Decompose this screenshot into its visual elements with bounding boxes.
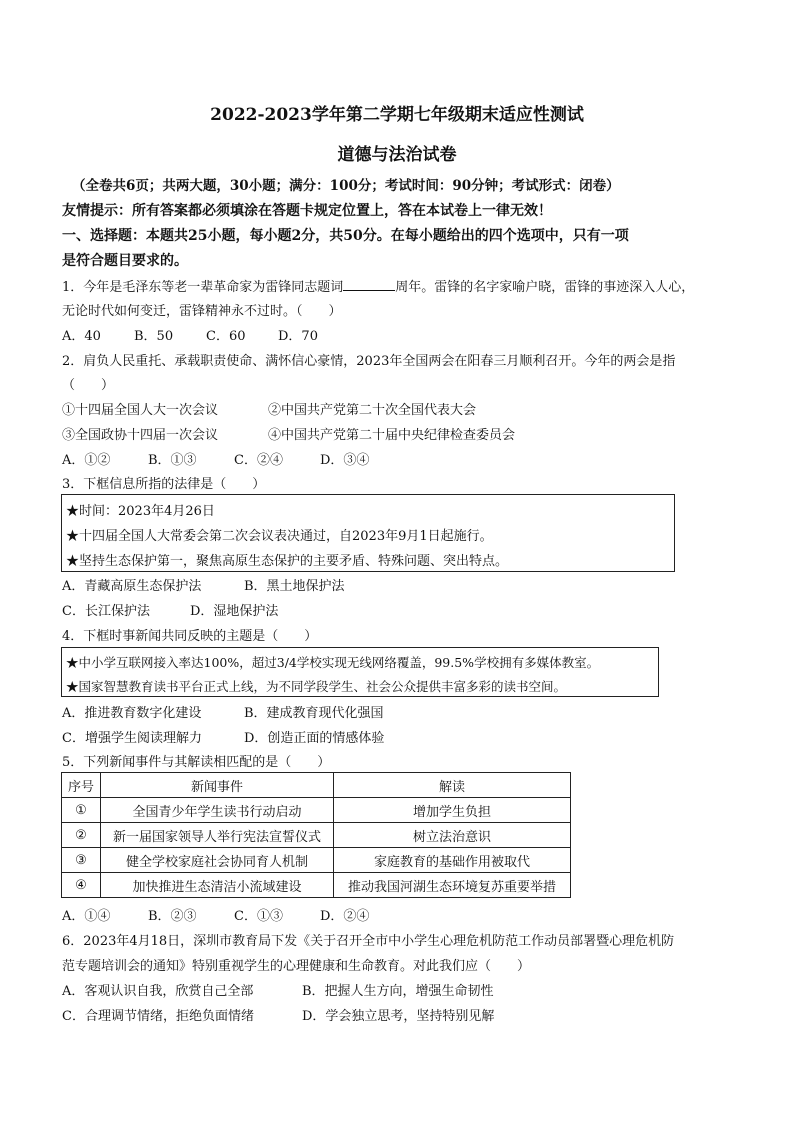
option-c: C．60	[206, 329, 246, 344]
item-1: ①十四届全国人大一次会议	[62, 403, 219, 418]
question-6-stem-line2: 范专题培训会的通知》特别重视学生的心理健康和生命教育。对此我们应（ ）	[62, 959, 531, 974]
cell-event: 全国青少年学生读书行动启动	[101, 798, 334, 823]
option-c: C．长江保护法	[62, 604, 150, 619]
table-header-row	[62, 773, 571, 798]
table-row	[62, 873, 571, 898]
exam-notice: 友情提示：所有答案都必须填涂在答题卡规定位置上，答在本试卷上一律无效！	[62, 203, 552, 219]
question-1-stem-line2: 无论时代如何变迁，雷锋精神永不过时。（ ）	[62, 304, 342, 319]
question-3-options-row2	[62, 600, 278, 619]
header-event: 新闻事件	[101, 773, 334, 798]
cell-event: 健全学校家庭社会协同育人机制	[101, 848, 334, 873]
section-heading-line2: 是符合题目要求的。	[62, 253, 188, 269]
question-1-options	[62, 325, 318, 344]
cell-interpretation: 增加学生负担	[334, 798, 571, 823]
option-b: B．把握人生方向，增强生命韧性	[302, 984, 494, 999]
exam-title: 2022-2023学年第二学期七年级期末适应性测试	[210, 105, 584, 125]
option-d: D．创造正面的情感体验	[244, 731, 385, 746]
box-line-2: ★国家智慧教育读书平台正式上线，为不同学段学生、社会公众提供丰富多彩的读书空间。	[66, 679, 567, 694]
item-4: ④中国共产党第二十届中央纪律检查委员会	[268, 428, 516, 443]
cell-index: ④	[62, 873, 101, 898]
box-line-2: ★十四届全国人大常委会第二次会议表决通过，自2023年9月1日起施行。	[66, 529, 493, 544]
cell-index: ②	[62, 823, 101, 848]
option-d: D．③④	[320, 453, 370, 468]
cell-interpretation: 推动我国河湖生态环境复苏重要举措	[334, 873, 571, 898]
question-5-options	[62, 905, 369, 924]
option-b: B．①③	[148, 453, 197, 468]
question-2-items-row2	[62, 424, 515, 443]
exam-subject: 道德与法治试卷	[337, 145, 457, 165]
cell-interpretation: 树立法治意识	[334, 823, 571, 848]
option-b: B．黑土地保护法	[244, 579, 345, 594]
question-1-stem-b: 周年。雷锋的名字家喻户晓，雷锋的事迹深入人心，	[395, 280, 695, 295]
question-4-options-row2	[62, 727, 384, 746]
question-3-stem: 3．下框信息所指的法律是（ ）	[62, 477, 266, 492]
question-4-stem: 4．下框时事新闻共同反映的主题是（ ）	[62, 629, 318, 644]
option-c: C．合理调节情绪，拒绝负面情绪	[62, 1009, 254, 1024]
item-3: ③全国政协十四届一次会议	[62, 428, 219, 443]
question-6-options-row1	[62, 980, 494, 999]
option-b: B．②③	[148, 909, 197, 924]
question-2-items-row1	[62, 399, 476, 418]
table-row	[62, 823, 571, 848]
section-heading-line1: 一、选择题：本题共25小题，每小题2分，共50分。在每小题给出的四个选项中，只有一项	[62, 228, 629, 244]
question-1-stem-a: 1．今年是毛泽东等老一辈革命家为雷锋同志题词	[62, 280, 344, 295]
option-d: D．湿地保护法	[190, 604, 279, 619]
option-a: A．①②	[62, 453, 111, 468]
cell-event: 加快推进生态清洁小流域建设	[101, 873, 334, 898]
answer-blank	[343, 278, 395, 291]
option-d: D．②④	[320, 909, 370, 924]
question-6-stem: 6．2023年4月18日，深圳市教育局下发《关于召开全市中小学生心理危机防范工作动员部署暨心理危机防	[62, 934, 675, 949]
question-6-options-row2	[62, 1005, 494, 1024]
table-row	[62, 848, 571, 873]
option-a: A．客观认识自我，欣赏自己全部	[62, 984, 254, 999]
cell-event: 新一届国家领导人举行宪法宣誓仪式	[101, 823, 334, 848]
option-a: A．青藏高原生态保护法	[62, 579, 202, 594]
option-d: D．学会独立思考，坚持特别见解	[302, 1009, 495, 1024]
option-b: B．建成教育现代化强国	[244, 706, 384, 721]
cell-interpretation: 家庭教育的基础作用被取代	[334, 848, 571, 873]
question-4-news-box	[61, 647, 659, 697]
box-line-1: ★中小学互联网接入率达100%，超过3/4学校实现无线网络覆盖，99.5%学校拥有多媒体教室。	[66, 655, 600, 670]
question-2-stem-line2: （ ）	[62, 378, 115, 393]
option-a: A．①④	[62, 909, 111, 924]
question-5-stem: 5．下列新闻事件与其解读相匹配的是（ ）	[62, 755, 331, 770]
option-c: C．增强学生阅读理解力	[62, 731, 202, 746]
option-c: C．①③	[234, 909, 283, 924]
table-row	[62, 798, 571, 823]
exam-info: （全卷共6页；共两大题，30小题；满分：100分；考试时间：90分钟；考试形式：闭卷）	[72, 178, 620, 194]
cell-index: ③	[62, 848, 101, 873]
question-4-options-row1	[62, 702, 384, 721]
question-3-info-box	[61, 494, 675, 572]
question-5-table	[61, 772, 571, 898]
question-2-stem: 2．肩负人民重托、承载职责使命、满怀信心豪情，2023年全国两会在阳春三月顺利召开。今年的两会是指	[62, 354, 676, 369]
question-1-stem	[62, 276, 694, 295]
option-a: A．40	[62, 329, 101, 344]
question-3-options-row1	[62, 575, 345, 594]
box-line-1: ★时间：2023年4月26日	[66, 504, 215, 519]
item-2: ②中国共产党第二十次全国代表大会	[268, 403, 477, 418]
option-a: A．推进教育数字化建设	[62, 706, 202, 721]
header-index: 序号	[62, 773, 101, 798]
option-d: D．70	[278, 329, 318, 344]
header-interpretation: 解读	[334, 773, 571, 798]
cell-index: ①	[62, 798, 101, 823]
box-line-3: ★坚持生态保护第一，聚焦高原生态保护的主要矛盾、特殊问题、突出特点。	[66, 554, 509, 569]
option-b: B．50	[134, 329, 174, 344]
option-c: C．②④	[234, 453, 283, 468]
question-2-options	[62, 449, 369, 468]
